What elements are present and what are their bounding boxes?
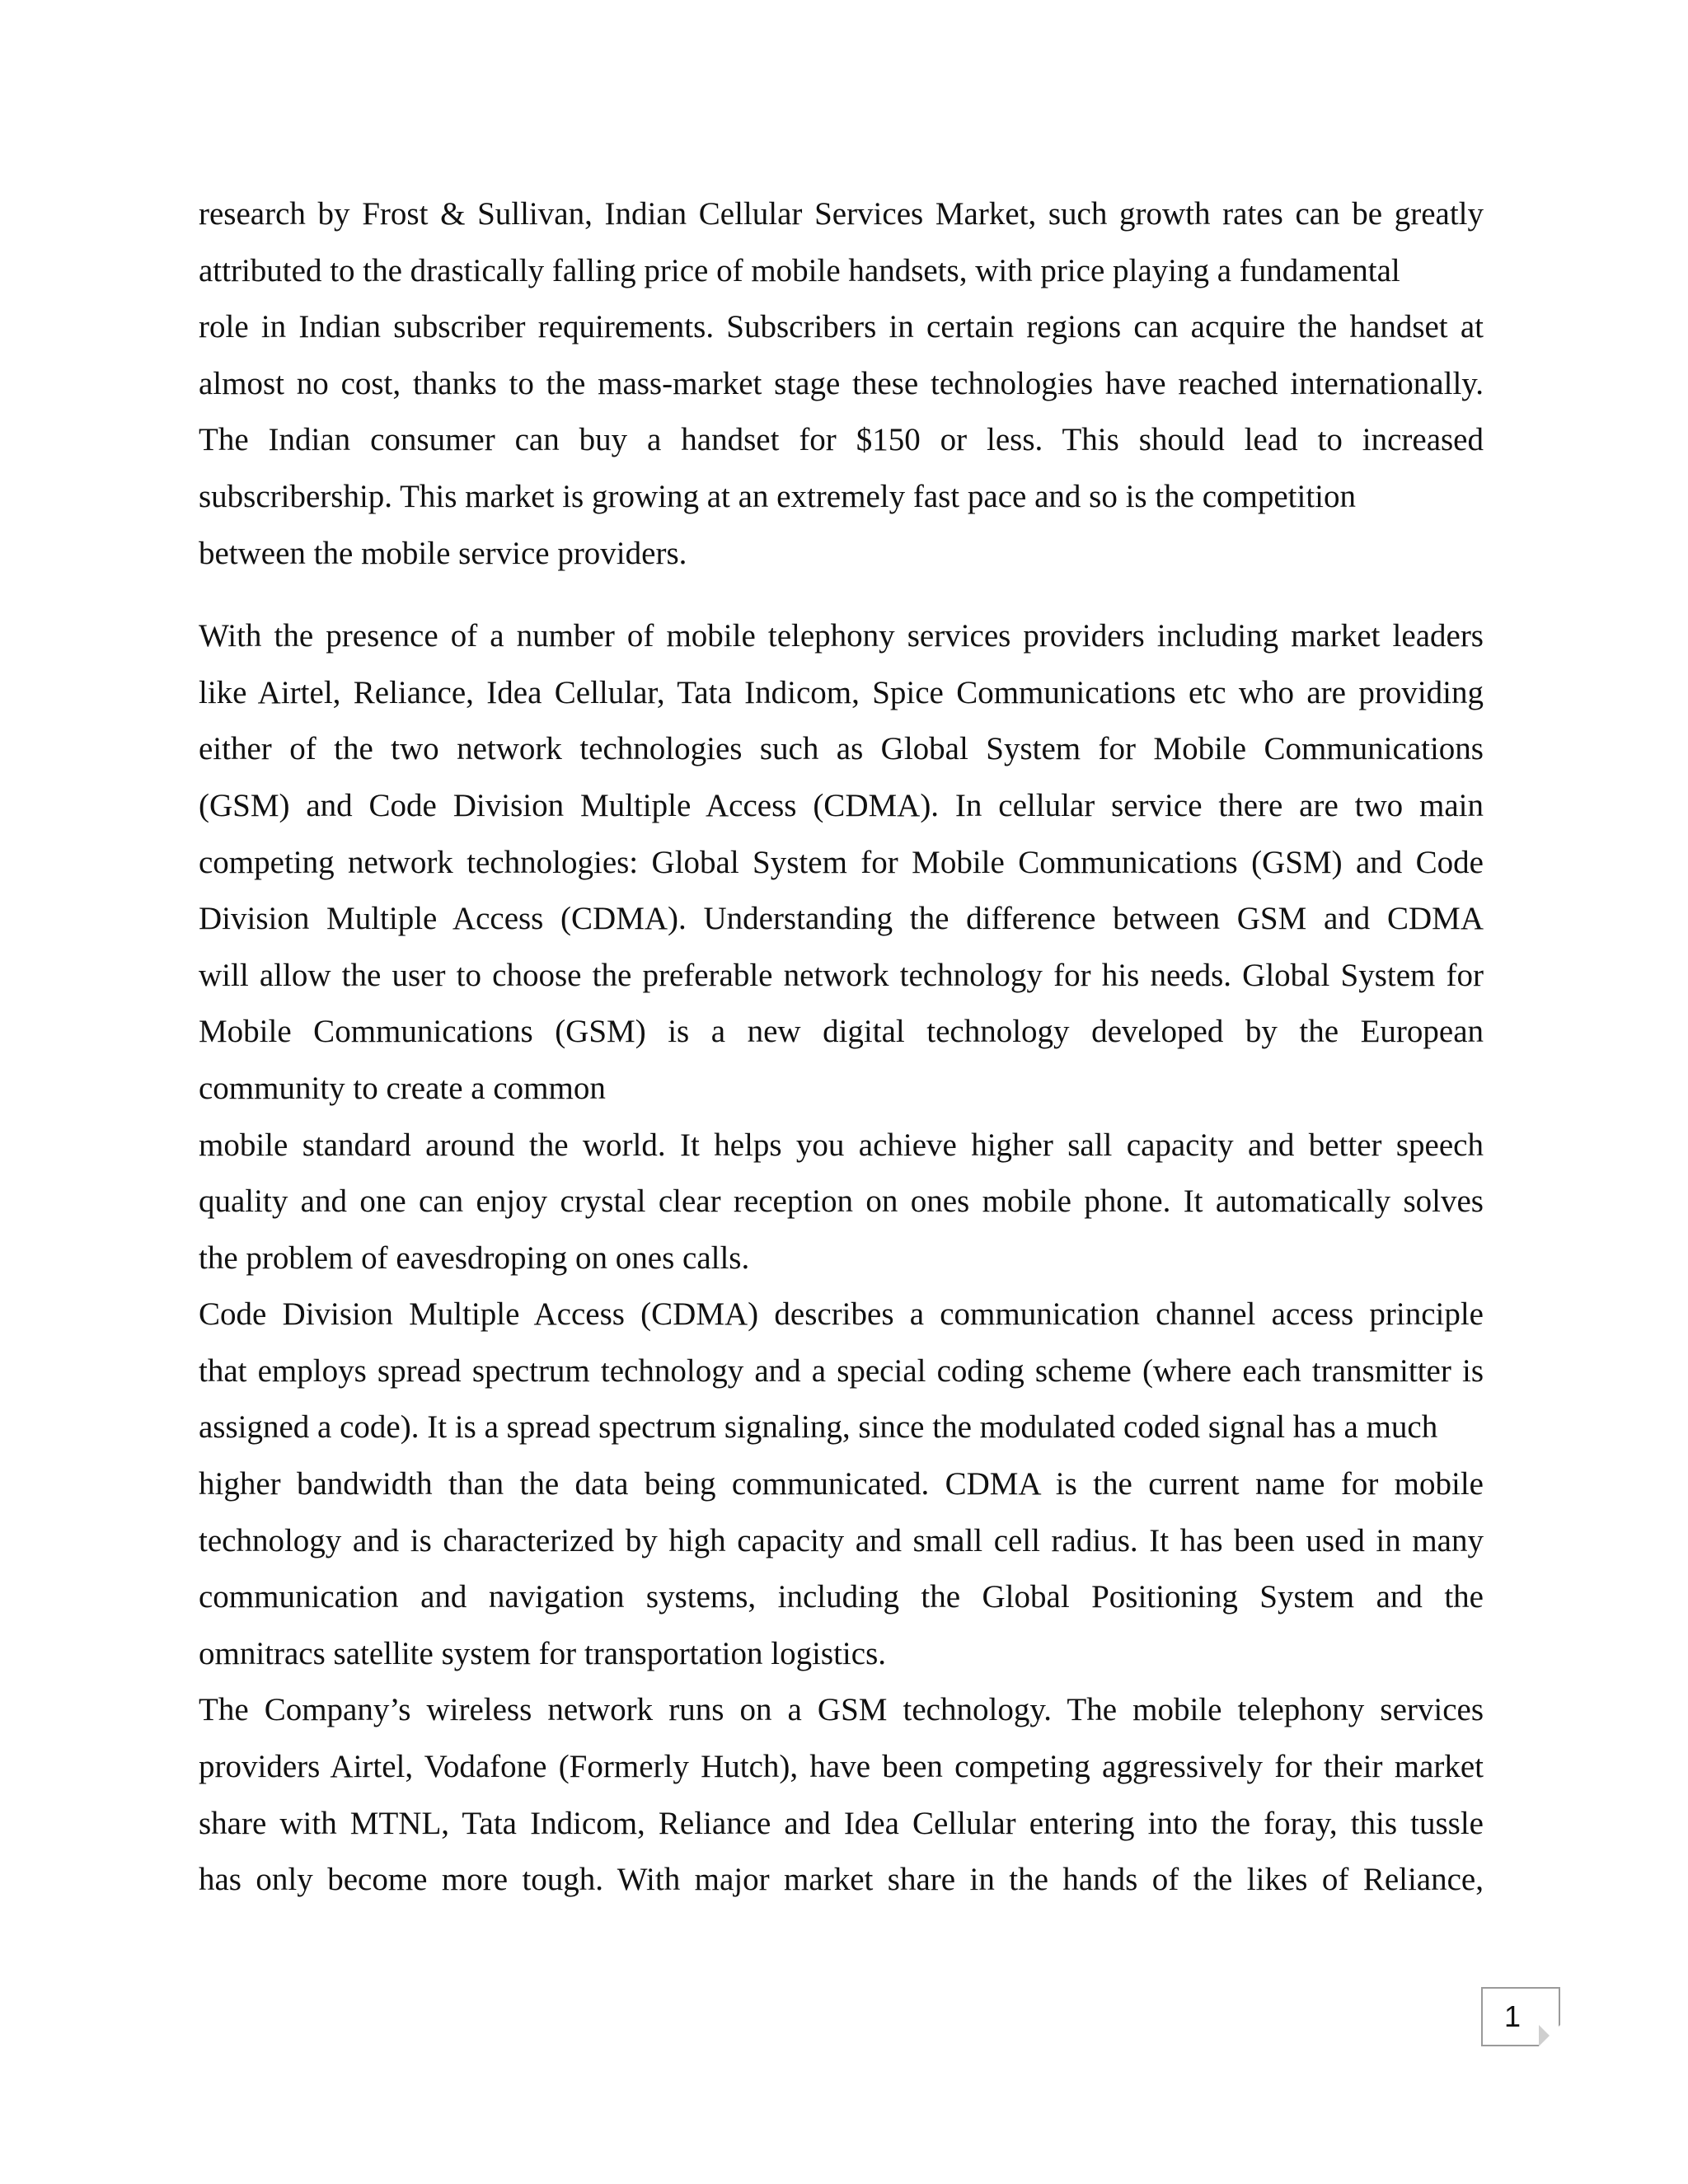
- text-line: almost no cost, thanks to the mass-market stage these technologies have reached internationally.: [199, 365, 1484, 401]
- text-line: assigned a code). It is a spread spectrum signaling, since the modulated coded signal has a much: [199, 1409, 1438, 1446]
- page-number: 1: [1503, 1999, 1522, 2033]
- text-line: attributed to the drastically falling price of mobile handsets, with price playing a fundamental: [199, 252, 1400, 288]
- text-line: With the presence of a number of mobile telephony services providers including market leaders: [199, 618, 1484, 654]
- text-line: research by Frost & Sullivan, Indian Cellular Services Market, such growth rates can be greatly: [199, 196, 1484, 232]
- text-line: Code Division Multiple Access (CDMA) describes a communication channel access principle: [199, 1296, 1484, 1333]
- text-line: quality and one can enjoy crystal clear reception on ones mobile phone. It automatically solves: [199, 1183, 1484, 1220]
- text-line: mobile standard around the world. It helps you achieve higher sall capacity and better speech: [199, 1127, 1484, 1163]
- text-line: either of the two network technologies such as Global System for Mobile Communications: [199, 731, 1484, 767]
- text-line: The Indian consumer can buy a handset for $150 or less. This should lead to increased: [199, 422, 1484, 458]
- text-line: has only become more tough. With major market share in the hands of the likes of Reliance,: [199, 1862, 1484, 1898]
- text-line: between the mobile service providers.: [199, 535, 687, 571]
- text-line: role in Indian subscriber requirements. Subscribers in certain regions can acquire the handset at: [199, 309, 1484, 345]
- text-line: Division Multiple Access (CDMA). Understanding the difference between GSM and CDMA: [199, 901, 1484, 937]
- text-line: providers Airtel, Vodafone (Formerly Hutch), have been competing aggressively for their market: [199, 1749, 1484, 1785]
- text-line: like Airtel, Reliance, Idea Cellular, Tata Indicom, Spice Communications etc who are providing: [199, 674, 1484, 710]
- text-line: community to create a common: [199, 1070, 606, 1106]
- paragraph: [199, 186, 1484, 582]
- text-line: communication and navigation systems, including the Global Positioning System and the: [199, 1579, 1484, 1615]
- text-line: omnitracs satellite system for transportation logistics.: [199, 1635, 887, 1671]
- text-line: subscribership. This market is growing at an extremely fast pace and so is the competition: [199, 478, 1357, 514]
- text-line: The Company’s wireless network runs on a GSM technology. The mobile telephony services: [199, 1692, 1484, 1728]
- paragraph-gap: [199, 582, 1484, 608]
- text-line: competing network technologies: Global System for Mobile Communications (GSM) and Code: [199, 844, 1484, 880]
- text-line: share with MTNL, Tata Indicom, Reliance and Idea Cellular entering into the foray, this tussle: [199, 1805, 1484, 1841]
- text-line: higher bandwidth than the data being communicated. CDMA is the current name for mobile: [199, 1466, 1484, 1502]
- document-body: [199, 186, 1484, 1909]
- text-line: that employs spread spectrum technology and a special coding scheme (where each transmitter is: [199, 1352, 1484, 1389]
- paragraph: [199, 608, 1484, 1909]
- text-line: the problem of eavesdroping on ones calls.: [199, 1240, 750, 1276]
- text-line: will allow the user to choose the preferable network technology for his needs. Global System for: [199, 957, 1484, 993]
- page-number-badge: [1481, 1987, 1560, 2046]
- folded-corner-cut: [1539, 2025, 1560, 2046]
- text-line: technology and is characterized by high capacity and small cell radius. It has been used in many: [199, 1522, 1484, 1558]
- text-line: (GSM) and Code Division Multiple Access (CDMA). In cellular service there are two main: [199, 787, 1484, 823]
- text-line: Mobile Communications (GSM) is a new digital technology developed by the European: [199, 1014, 1484, 1050]
